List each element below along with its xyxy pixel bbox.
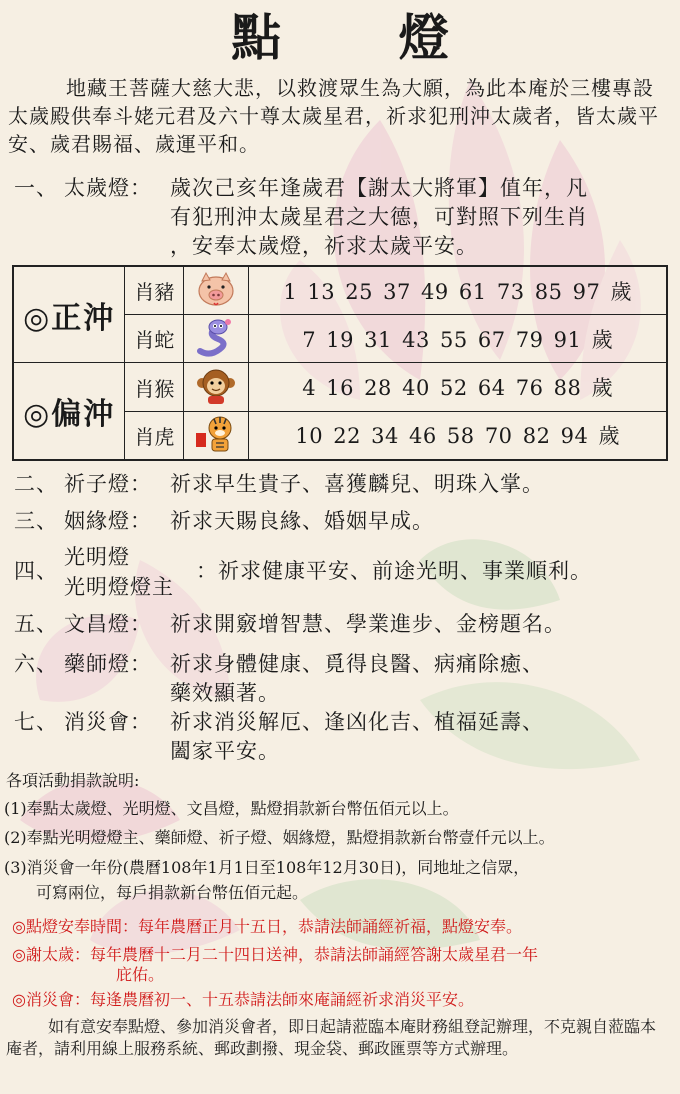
item-label: 姻緣燈： bbox=[64, 509, 152, 533]
footer-paragraph: 如有意安奉點燈、參加消災會者，即日起請蒞臨本庵財務組登記辦理，不克親自蒞臨本庵者，請利用線上服務系統、郵政劃撥、現金袋、郵政匯票等方式辦理。 bbox=[6, 1017, 657, 1058]
item-number: 三、 bbox=[14, 509, 58, 533]
item-text-line: 藥效顯著。 bbox=[170, 681, 280, 705]
item-child-lamp bbox=[0, 470, 680, 500]
animal-label: 肖蛇 bbox=[125, 315, 184, 363]
schedule-thank-taisui-cont: 庇佑。 bbox=[116, 965, 165, 984]
age-list: 1 13 25 37 49 61 73 85 97 歲 bbox=[249, 266, 667, 315]
item-number: 七、 bbox=[14, 710, 58, 734]
monkey-icon bbox=[184, 363, 249, 411]
item-text: 祈求天賜良緣、婚姻早成。 bbox=[170, 509, 434, 533]
snake-icon bbox=[184, 315, 249, 363]
schedule-thank-taisui: ◎謝太歲：每年農曆十二月二十四日送神，恭請法師誦經答謝太歲星君一年 bbox=[12, 945, 538, 964]
item-label: 祈子燈： bbox=[64, 472, 152, 496]
item-number: 二、 bbox=[14, 472, 58, 496]
item-wenchang-lamp bbox=[0, 610, 680, 640]
animal-label: 肖豬 bbox=[125, 266, 184, 315]
donation-notes-heading: 各項活動捐款說明: bbox=[6, 771, 140, 790]
item-text-line: ，安奉太歲燈，祈求太歲平安。 bbox=[170, 234, 478, 258]
item-label: 文昌燈： bbox=[64, 612, 152, 636]
tiger-icon bbox=[184, 411, 249, 460]
item-text: ：祈求健康平安、前途光明、事業順利。 bbox=[196, 559, 592, 583]
schedule-lighting: ◎點燈安奉時間：每年農曆正月十五日，恭請法師誦經祈福，點燈安奉。 bbox=[12, 917, 522, 936]
item-number: 六、 bbox=[14, 652, 58, 676]
animal-label: 肖猴 bbox=[125, 363, 184, 411]
item-number: 四、 bbox=[14, 559, 58, 583]
schedule-disaster-relief: ◎消災會：每逢農曆初一、十五恭請法師來庵誦經祈求消災平安。 bbox=[12, 990, 474, 1009]
age-list: 10 22 34 46 58 70 82 94 歲 bbox=[249, 411, 667, 460]
item-label: 光明燈 bbox=[64, 545, 130, 569]
item-taisui-lamp bbox=[0, 174, 680, 260]
item-text-line: 有犯刑沖太歲星君之大德，可對照下列生肖 bbox=[170, 205, 588, 229]
item-label: 太歲燈： bbox=[64, 176, 152, 200]
item-label: 消災會： bbox=[64, 710, 152, 734]
page-title: 點 燈 bbox=[231, 8, 499, 67]
item-text-line: 歲次己亥年逢歲君【謝太大將軍】值年，凡 bbox=[170, 176, 588, 200]
item-text: 祈求開竅增智慧、學業進步、金榜題名。 bbox=[170, 612, 566, 636]
pig-icon bbox=[184, 266, 249, 315]
item-label: 光明燈燈主 bbox=[64, 575, 174, 599]
table-row bbox=[13, 266, 667, 315]
table-row bbox=[13, 363, 667, 411]
intro-paragraph: 地藏王菩薩大慈大悲，以救渡眾生為大願，為此本庵於三樓專設太歲殿供奉斗姥元君及六十尊太歲星君，祈求犯刑沖太歲者，皆太歲平安、歲君賜福、歲運平和。 bbox=[8, 76, 659, 156]
group-label: ◎正沖 bbox=[13, 266, 125, 363]
donation-note: 可寫兩位，每戶捐款新台幣伍佰元起。 bbox=[36, 883, 309, 902]
donation-note: (2)奉點光明燈燈主、藥師燈、祈子燈、姻緣燈，點燈捐款新台幣壹仟元以上。 bbox=[4, 828, 555, 847]
zodiac-table bbox=[12, 265, 668, 461]
item-disaster-relief bbox=[0, 708, 680, 768]
item-text-line: 祈求身體健康、覓得良醫、病痛除癒、 bbox=[170, 652, 544, 676]
donation-note: (3)消災會一年份(農曆108年1月1日至108年12月30日)，同地址之信眾， bbox=[4, 858, 530, 877]
item-number: 五、 bbox=[14, 612, 58, 636]
item-text-line: 祈求消災解厄、逢凶化吉、植福延壽、 bbox=[170, 710, 544, 734]
item-bright-lamp bbox=[0, 543, 680, 603]
age-list: 7 19 31 43 55 67 79 91 歲 bbox=[249, 315, 667, 363]
item-label: 藥師燈： bbox=[64, 652, 152, 676]
age-list: 4 16 28 40 52 64 76 88 歲 bbox=[249, 363, 667, 411]
animal-label: 肖虎 bbox=[125, 411, 184, 460]
group-label: ◎偏沖 bbox=[13, 363, 125, 460]
item-text-line: 闔家平安。 bbox=[170, 739, 280, 763]
item-number: 一、 bbox=[14, 176, 58, 200]
donation-note: (1)奉點太歲燈、光明燈、文昌燈，點燈捐款新台幣伍佰元以上。 bbox=[4, 799, 459, 818]
item-medicine-lamp bbox=[0, 650, 680, 710]
item-marriage-lamp bbox=[0, 507, 680, 537]
item-text: 祈求早生貴子、喜獲麟兒、明珠入掌。 bbox=[170, 472, 544, 496]
